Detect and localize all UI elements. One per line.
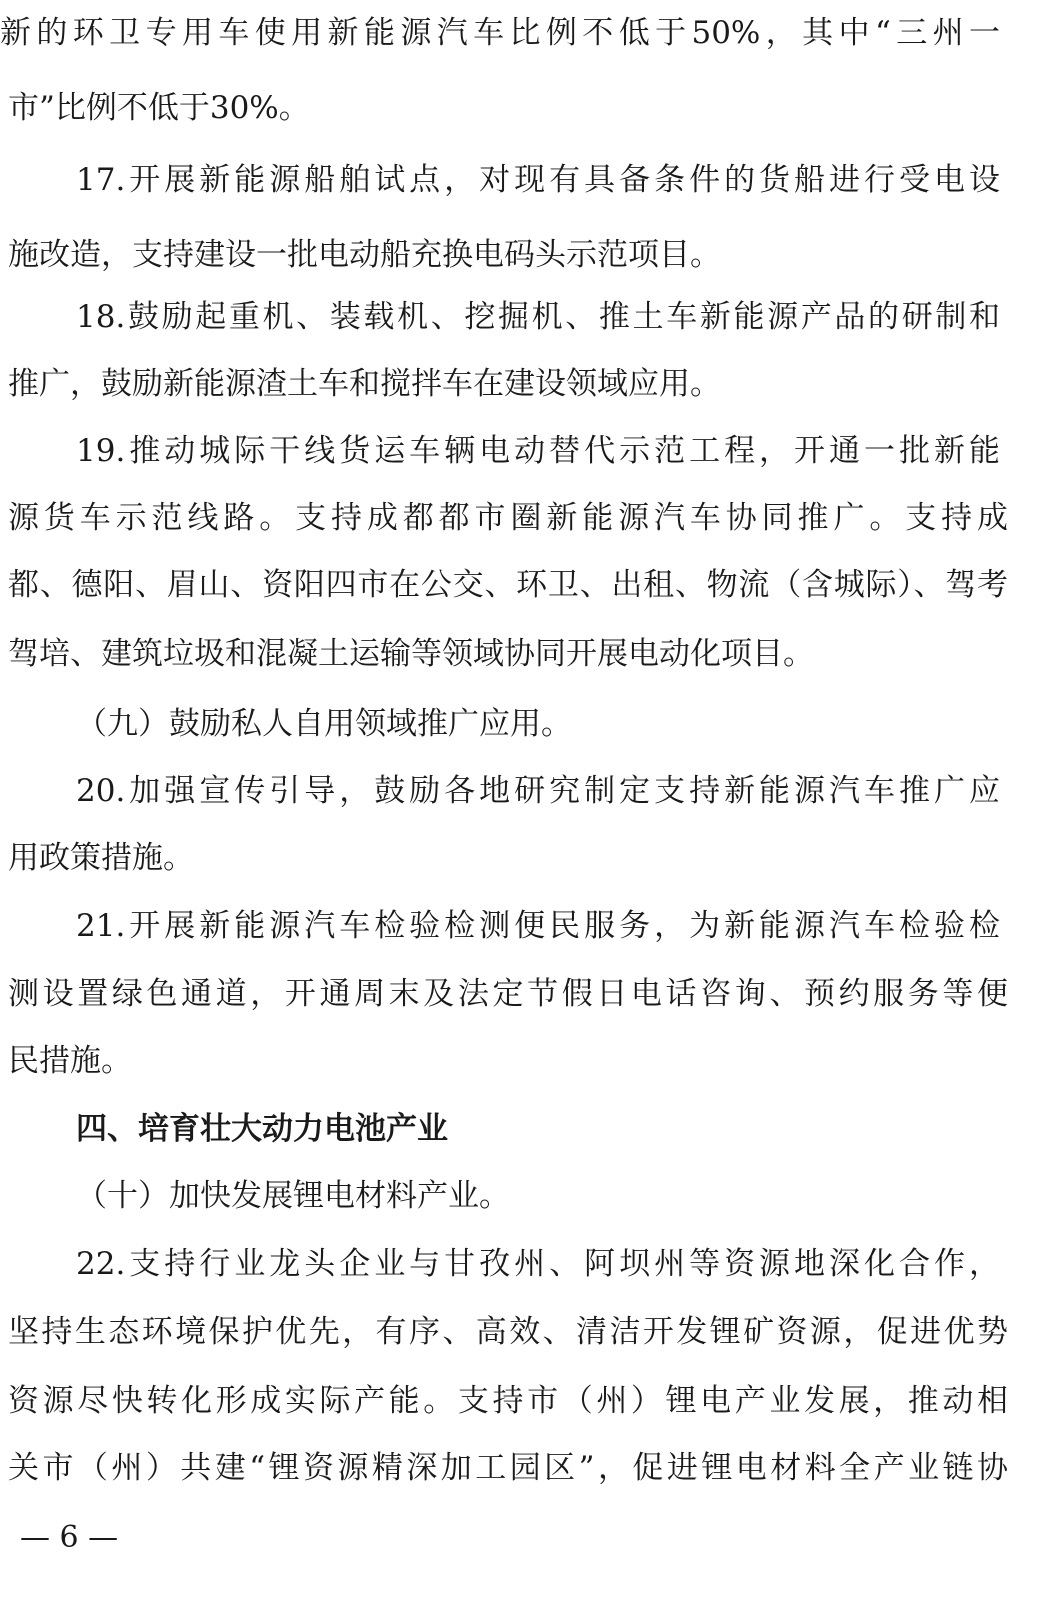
paragraph-line: 源货车示范线路。支持成都都市圈新能源汽车协同推广。支持成 (8, 500, 1008, 536)
paragraph-line: 用政策措施。 (8, 840, 194, 876)
item-22-line: 22.支持行业龙头企业与甘孜州、阿坝州等资源地深化合作， (76, 1246, 1000, 1282)
paragraph-line: 市”比例不低于30%。 (8, 90, 310, 126)
paragraph-line: 都、德阳、眉山、资阳四市在公交、环卫、出租、物流（含城际）、驾考 (8, 567, 1008, 603)
item-17-line: 17.开展新能源船舶试点，对现有具备条件的货船进行受电设 (76, 162, 1000, 198)
paragraph-line: 施改造，支持建设一批电动船充换电码头示范项目。 (8, 237, 721, 273)
paragraph-line: 推广，鼓励新能源渣土车和搅拌车在建设领域应用。 (8, 366, 721, 402)
paragraph-line: 新的环卫专用车使用新能源汽车比例不低于50%，其中“三州一 (0, 15, 1000, 51)
page-number: — 6 — (20, 1520, 119, 1555)
paragraph-line: 坚持生态环境保护优先，有序、高效、清洁开发锂矿资源，促进优势 (8, 1314, 1008, 1350)
section-heading-4: 四、培育壮大动力电池产业 (76, 1111, 448, 1147)
paragraph-line: 民措施。 (8, 1043, 132, 1079)
item-19-line: 19.推动城际干线货运车辆电动替代示范工程，开通一批新能 (76, 433, 1000, 469)
item-18-line: 18.鼓励起重机、装载机、挖掘机、推土车新能源产品的研制和 (76, 299, 1000, 335)
item-21-line: 21.开展新能源汽车检验检测便民服务，为新能源汽车检验检 (76, 908, 1000, 944)
item-20-line: 20.加强宣传引导，鼓励各地研究制定支持新能源汽车推广应 (76, 773, 1000, 809)
section-subheading-10: （十）加快发展锂电材料产业。 (76, 1178, 510, 1214)
paragraph-line: 驾培、建筑垃圾和混凝土运输等领域协同开展电动化项目。 (8, 636, 814, 672)
paragraph-line: 测设置绿色通道，开通周末及法定节假日电话咨询、预约服务等便 (8, 976, 1008, 1012)
section-subheading-9: （九）鼓励私人自用领域推广应用。 (76, 706, 572, 742)
paragraph-line: 关市（州）共建“锂资源精深加工园区”，促进锂电材料全产业链协 (8, 1450, 1008, 1486)
paragraph-line: 资源尽快转化形成实际产能。支持市（州）锂电产业发展，推动相 (8, 1383, 1008, 1419)
